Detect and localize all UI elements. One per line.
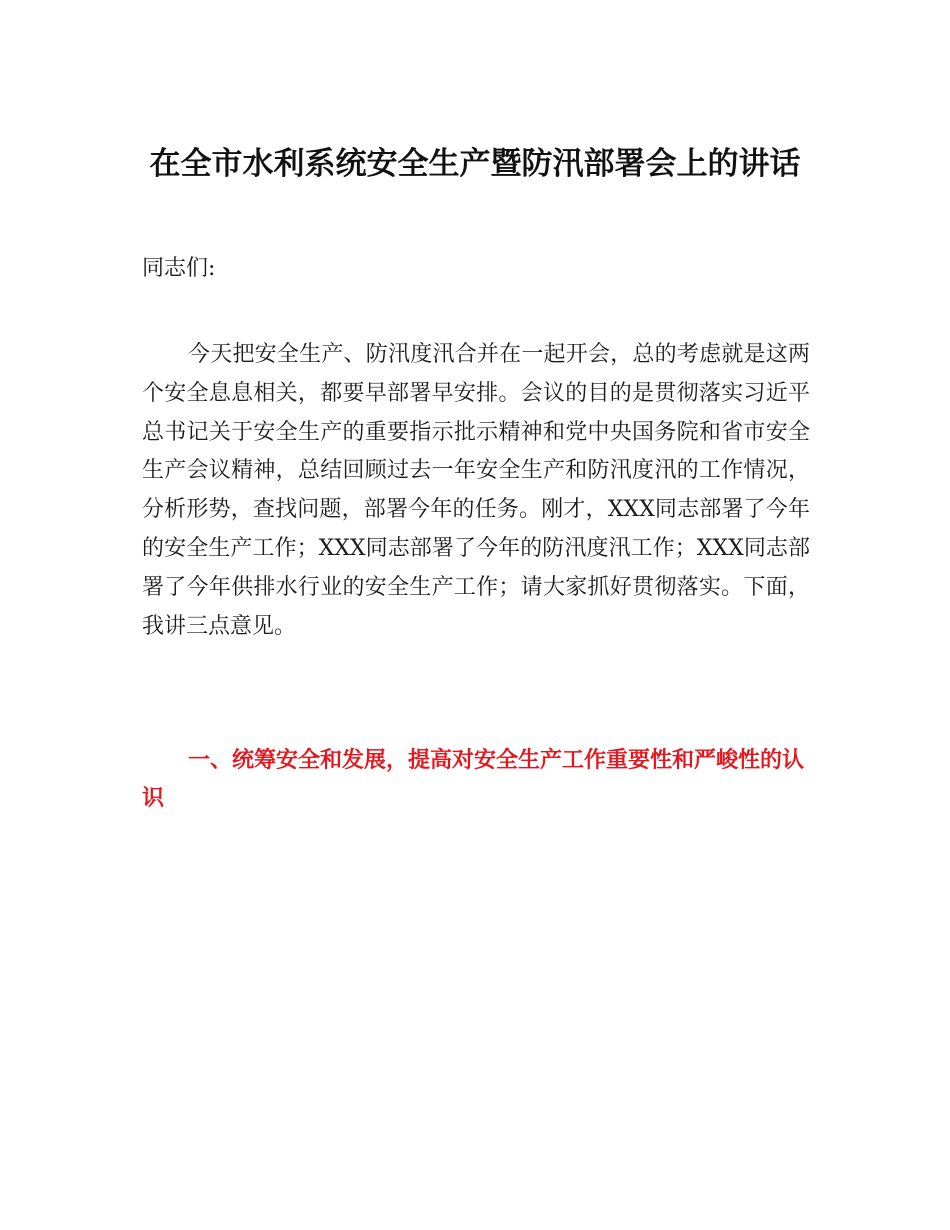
section-heading: 一、统筹安全和发展，提高对安全生产工作重要性和严峻性的认识	[142, 748, 805, 811]
body-paragraph: 今天把安全生产、防汛度汛合并在一起开会，总的考虑就是这两个安全息息相关，都要早部署早安排。会议的目的是贯彻落实习近平总书记关于安全生产的重要指示批示精神和党中央国务院和省市安全生产会议精神，总结回顾过去一年安全生产和防汛度汛的工作情况，分析形势，查找问题，部署今年的任务。刚才，XXX同志部署了今年的安全生产工作；XXX同志部署了今年的防汛度汛工作；XXX同志部署了今年供排水行业的安全生产工作；请大家抓好贯彻落实。下面，我讲三点意见。	[142, 342, 810, 639]
salutation: 同志们:	[142, 256, 216, 281]
document-title: 在全市水利系统安全生产暨防汛部署会上的讲话	[149, 146, 801, 182]
